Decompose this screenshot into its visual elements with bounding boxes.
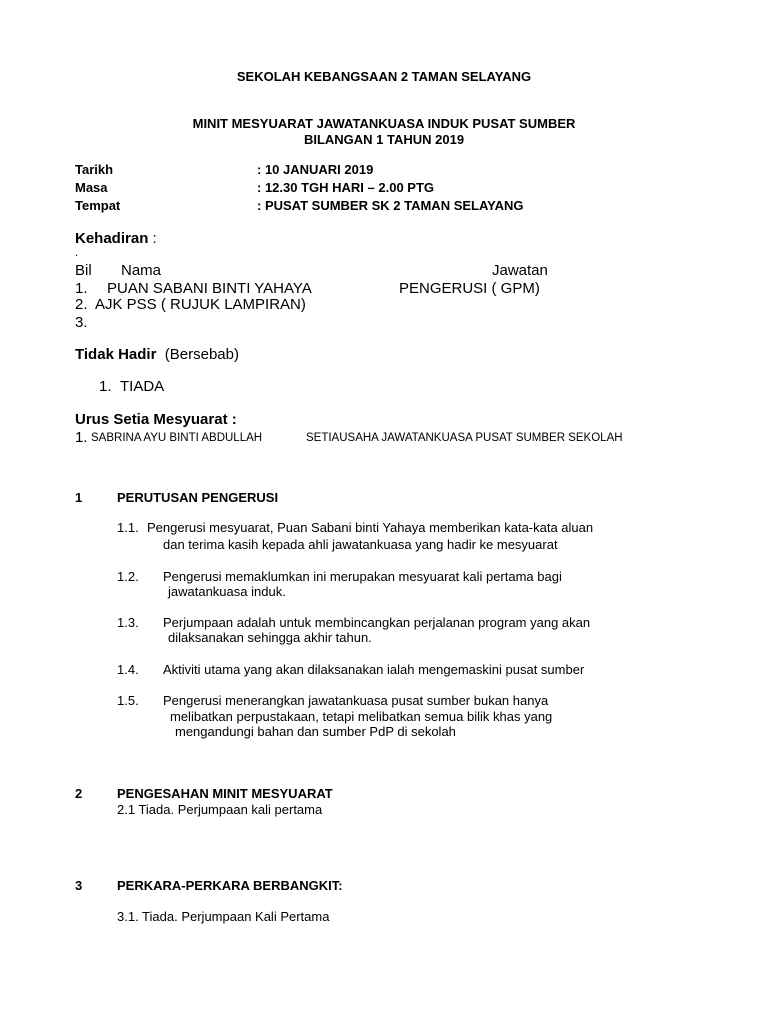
absent-heading-label: Tidak Hadir: [75, 346, 157, 363]
col-bil: Bil: [75, 262, 92, 279]
item-text-line: Perjumpaan adalah untuk membincangkan perjalanan program yang akan: [163, 615, 591, 630]
section-text: 2.1 Tiada. Perjumpaan kali pertama: [117, 802, 323, 817]
info-value-masa: : 12.30 TGH HARI – 2.00 PTG: [257, 180, 435, 195]
item-text-line: Pengerusi memaklumkan ini merupakan mesyuarat kali pertama bagi: [163, 569, 562, 584]
item-number: 1.1.: [117, 520, 139, 535]
attendee-name: AJK PSS ( RUJUK LAMPIRAN): [95, 296, 306, 313]
item-number: 1.2.: [117, 569, 139, 584]
item-text-line: melibatkan perpustakaan, tetapi melibatkan semua bilik khas yang: [170, 709, 553, 724]
item-number: 1.4.: [117, 662, 139, 677]
absent-item-num: 1.: [99, 378, 112, 395]
item-number: 1.3.: [117, 615, 139, 630]
item-text-line: dan terima kasih kepada ahli jawatankuasa yang hadir ke mesyuarat: [163, 537, 558, 552]
item-text-line: jawatankuasa induk.: [168, 584, 286, 599]
section-title: PERUTUSAN PENGERUSI: [117, 490, 279, 505]
school-name: SEKOLAH KEBANGSAAN 2 TAMAN SELAYANG: [236, 69, 532, 84]
absent-item-text: TIADA: [120, 378, 165, 395]
attendance-heading-colon: :: [148, 230, 157, 247]
item-text-line: Pengerusi mesyuarat, Puan Sabani binti Yahaya memberikan kata-kata aluan: [147, 520, 594, 535]
item-text-line: Aktiviti utama yang akan dilaksanakan ialah mengemaskini pusat sumber: [163, 662, 585, 677]
item-number: 1.5.: [117, 693, 139, 708]
col-nama: Nama: [121, 262, 162, 279]
minutes-title: MINIT MESYUARAT JAWATANKUASA INDUK PUSAT SUMBER: [192, 116, 576, 131]
info-label-masa: Masa: [75, 180, 108, 195]
col-jawatan: Jawatan: [492, 262, 548, 279]
absent-heading: [75, 347, 239, 362]
info-value-tempat: : PUSAT SUMBER SK 2 TAMAN SELAYANG: [257, 198, 524, 213]
attendance-heading: [75, 231, 157, 246]
section-number: 1: [75, 490, 83, 505]
section-title: PERKARA-PERKARA BERBANGKIT:: [117, 878, 343, 893]
item-text-line: mengandungi bahan dan sumber PdP di sekolah: [175, 724, 456, 739]
attendee-num: 1.: [75, 280, 88, 297]
secretariat-role: SETIAUSAHA JAWATANKUASA PUSAT SUMBER SEKOLAH: [306, 432, 623, 444]
secretariat-heading: Urus Setia Mesyuarat :: [75, 411, 237, 428]
item-text-line: Pengerusi menerangkan jawatankuasa pusat sumber bukan hanya: [163, 693, 549, 708]
attendance-dot: .: [75, 247, 79, 259]
attendee-name: PUAN SABANI BINTI YAHAYA: [107, 280, 312, 297]
attendee-role: PENGERUSI ( GPM): [399, 280, 540, 297]
secretariat-num: 1.: [75, 429, 88, 446]
attendee-num: 2.: [75, 296, 88, 313]
secretariat-name: SABRINA AYU BINTI ABDULLAH: [91, 432, 263, 444]
absent-heading-reason: (Bersebab): [164, 346, 239, 363]
section-title: PENGESAHAN MINIT MESYUARAT: [117, 786, 333, 801]
section-number: 3: [75, 878, 83, 893]
attendee-num: 3.: [75, 314, 88, 331]
info-value-tarikh: : 10 JANUARI 2019: [257, 162, 374, 177]
section-text: 3.1. Tiada. Perjumpaan Kali Pertama: [117, 909, 330, 924]
info-label-tempat: Tempat: [75, 198, 121, 213]
meeting-number: BILANGAN 1 TAHUN 2019: [303, 132, 465, 147]
section-number: 2: [75, 786, 83, 801]
attendance-heading-label: Kehadiran: [75, 230, 149, 247]
info-label-tarikh: Tarikh: [75, 162, 114, 177]
item-text-line: dilaksanakan sehingga akhir tahun.: [168, 630, 372, 645]
